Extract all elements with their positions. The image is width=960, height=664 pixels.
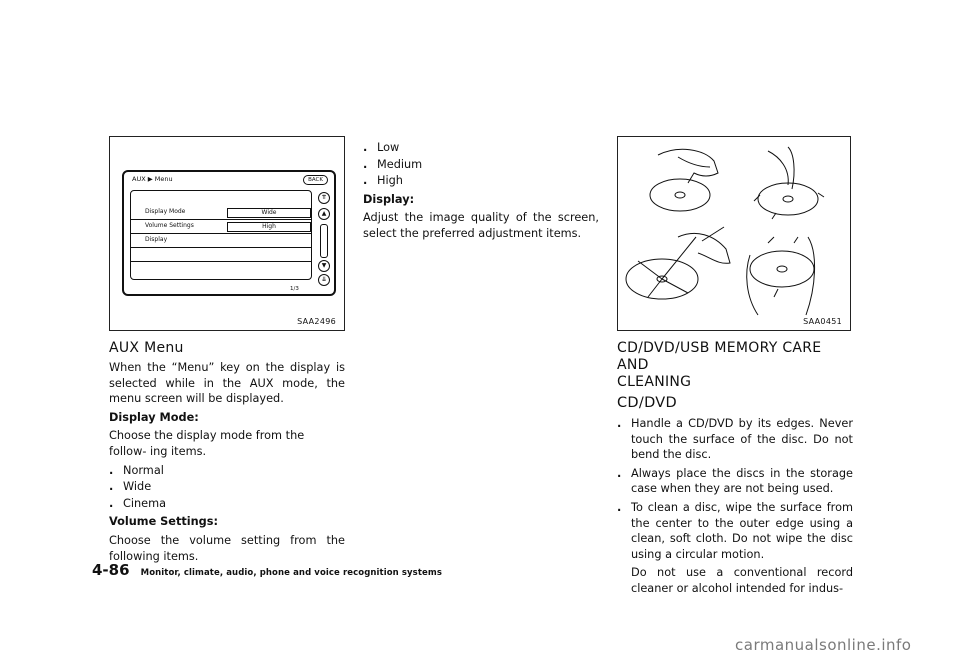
display-mode-text: Choose the display mode from the follow- ing items. <box>109 429 305 458</box>
aux-menu-intro: When the “Menu” key on the display is selected while in the AUX mode, the menu screen will be displayed. <box>109 361 345 406</box>
screen-row-empty <box>131 261 311 275</box>
scrollbar-track <box>320 224 328 258</box>
list-item: . Always place the discs in the storage case when they are not being used. <box>617 466 853 496</box>
screen-row-display-mode <box>131 205 311 220</box>
section-title-care: CD/DVD/USB MEMORY CARE AND <box>617 340 822 373</box>
continued-paragraph: Do not use a conventional record cleaner or alcohol intended for indus- <box>631 566 853 595</box>
page-number: 4-86 <box>92 561 130 579</box>
row-value: High <box>227 222 311 232</box>
volume-settings-heading: Volume Settings: <box>109 515 219 529</box>
screen-page-indicator: 1/3 <box>290 286 299 292</box>
disc-care-figure <box>617 136 851 331</box>
scroll-up-icon: ▲ <box>318 208 330 220</box>
scroll-top-icon: ⇈ <box>318 192 330 204</box>
section-name: Monitor, climate, audio, phone and voice recognition systems <box>140 568 442 578</box>
row-label: Volume Settings <box>145 222 194 229</box>
list-item: . Handle a CD/DVD by its edges. Never touch the surface of the disc. Do not bend the disc. <box>617 417 853 462</box>
row-label: Display Mode <box>145 208 186 215</box>
disc-handling-illustration <box>618 137 850 317</box>
screen-menu-list <box>130 190 312 280</box>
page-footer <box>92 560 442 579</box>
screen-title: AUX ▶ Menu <box>132 175 173 183</box>
row-label: Display <box>145 236 168 243</box>
list-item: . Normal <box>109 463 164 477</box>
column-2 <box>363 140 599 242</box>
aux-menu-figure <box>109 136 345 331</box>
scroll-down-icon: ▼ <box>318 260 330 272</box>
list-item: . To clean a disc, wipe the surface from the center to the outer edge using a clean, soft cloth. Do not wipe the disc using a circular motion. <box>617 500 853 561</box>
list-item: . Cinema <box>109 496 167 510</box>
display-mode-heading: Display Mode: <box>109 410 199 424</box>
display-heading: Display: <box>363 192 415 206</box>
list-item: . Medium <box>363 157 423 171</box>
screen-row-display <box>131 233 311 248</box>
display-screen-illustration <box>122 170 336 296</box>
section-title-care-line2: CLEANING <box>617 374 692 390</box>
disc-case-handling-icon <box>747 237 815 315</box>
list-item: . High <box>363 174 403 188</box>
screen-row-volume-settings <box>131 219 311 234</box>
subsection-title-cd-dvd: CD/DVD <box>617 395 677 411</box>
list-item: . Low <box>363 141 400 154</box>
column-3 <box>617 340 853 597</box>
disc-finger-grip-icon <box>754 147 824 219</box>
screen-back-button: BACK <box>303 175 328 185</box>
column-1 <box>109 340 345 564</box>
disc-held-by-edges-icon <box>650 149 718 211</box>
screen-row-empty <box>131 247 311 262</box>
figure-code: SAA0451 <box>803 317 842 326</box>
watermark: carmanualsonline.info <box>735 636 912 654</box>
scroll-bottom-icon: ⇊ <box>318 274 330 286</box>
list-item: . Wide <box>109 480 152 494</box>
row-value: Wide <box>227 208 311 218</box>
section-title-aux-menu: AUX Menu <box>109 340 184 356</box>
figure-code: SAA2496 <box>297 317 336 326</box>
display-text: Adjust the image quality of the screen, select the preferred adjustment items. <box>363 211 599 240</box>
disc-wipe-icon <box>626 227 730 299</box>
volume-settings-text: Choose the volume setting from the following items. <box>109 533 345 563</box>
